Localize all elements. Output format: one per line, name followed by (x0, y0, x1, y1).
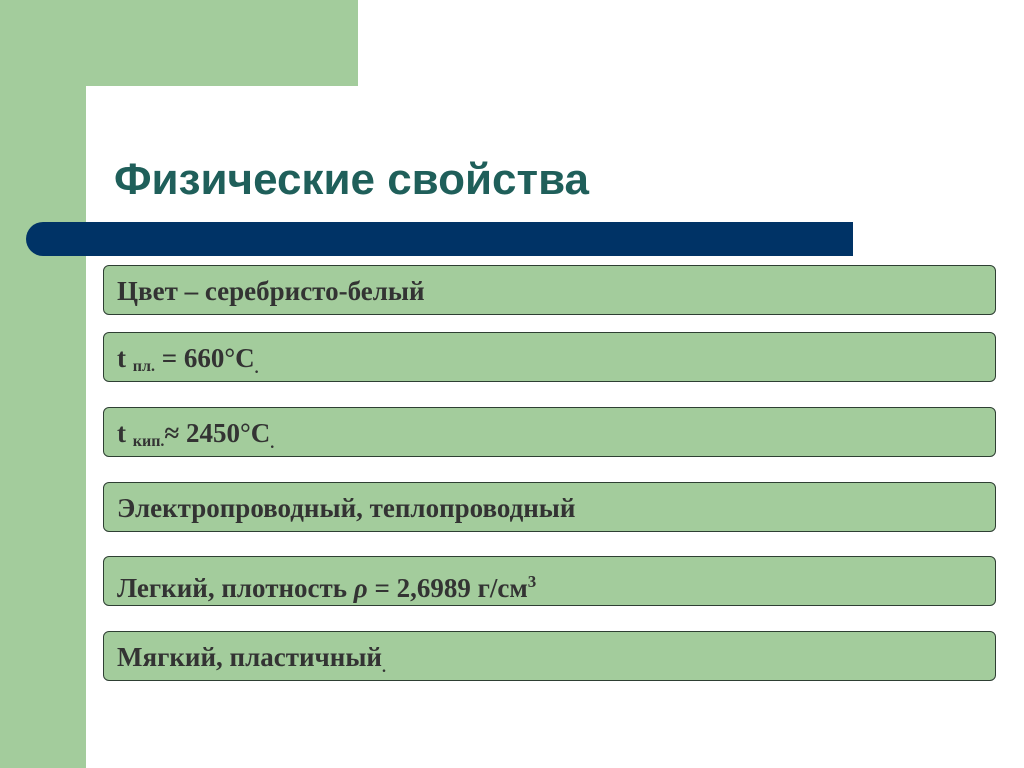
property-color (103, 265, 996, 315)
density-relation: = 2,6989 г/см (367, 573, 528, 603)
boiling-subscript: кип. (132, 433, 165, 450)
title-underline-bar (26, 222, 853, 256)
melting-value: 660°С (183, 343, 255, 373)
density-prefix: Легкий, плотность (117, 573, 354, 603)
property-conductivity (103, 482, 996, 532)
property-boiling-point (103, 407, 996, 457)
density-symbol: ρ (353, 573, 368, 603)
property-density (103, 556, 996, 606)
melting-symbol: t (117, 343, 126, 373)
melting-relation: = (161, 343, 178, 373)
property-color-text: Цвет – серебристо-белый (117, 276, 425, 306)
softness-trail: . (381, 659, 386, 676)
property-softness-text: Мягкий, пластичный (117, 642, 382, 672)
boiling-symbol: t (117, 418, 126, 448)
melting-subscript: пл. (132, 358, 155, 375)
boiling-value: 2450°С (185, 418, 271, 448)
slide-title: Физические свойства (114, 155, 590, 204)
property-melting-point (103, 332, 996, 382)
background-green-corner (0, 0, 358, 86)
property-conductivity-text: Электропроводный, теплопроводный (117, 493, 576, 523)
density-exponent: 3 (527, 572, 537, 591)
melting-trail: . (254, 360, 259, 377)
boiling-trail: . (270, 435, 275, 452)
property-softness (103, 631, 996, 681)
background-green-strip (0, 0, 86, 768)
boiling-relation: ≈ (164, 418, 180, 448)
